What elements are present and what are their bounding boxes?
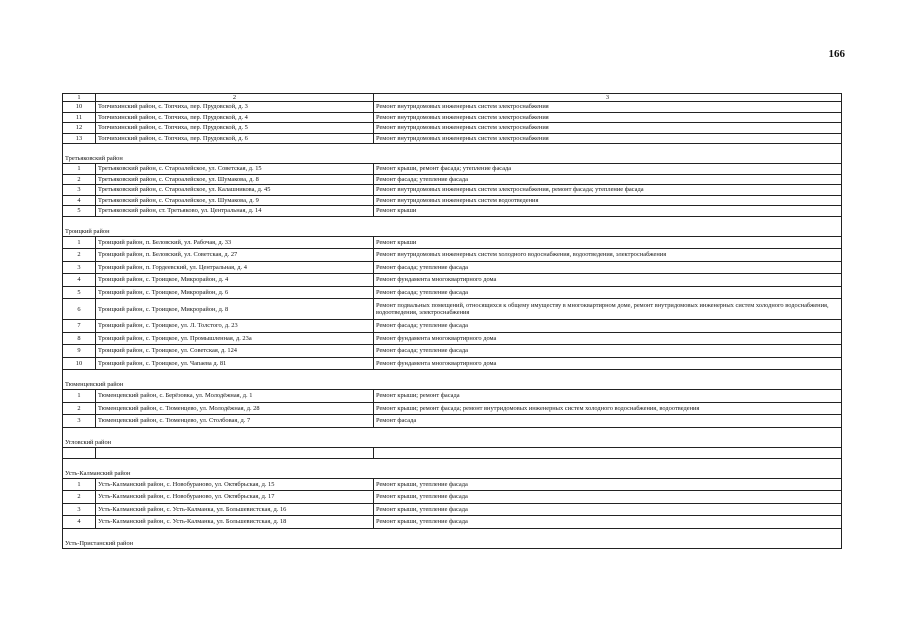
address-cell: Усть-Калманский район, с. Новобураново, ул. Октябрьская, д. 17 — [96, 491, 374, 504]
work-cell: Ремонт крыши, утепление фасада — [374, 503, 842, 516]
district-header-row — [63, 469, 842, 479]
header-col-2: 2 — [96, 94, 374, 102]
district-header-row — [63, 438, 842, 448]
gap-cell — [63, 216, 842, 227]
address-cell: Топчихинский район, с. Топчиха, пер. Прудовской, д. 6 — [96, 133, 374, 144]
work-cell: Ремонт фундамента многоквартирного дома — [374, 274, 842, 287]
address-cell: Троицкий район, п. Беловский, ул. Рабочая, д. 33 — [96, 236, 374, 249]
table-row — [63, 133, 842, 144]
row-number: 11 — [63, 112, 96, 123]
address-cell — [96, 447, 374, 458]
row-number: 2 — [63, 491, 96, 504]
table-row — [63, 415, 842, 428]
table-row — [63, 261, 842, 274]
row-number: 3 — [63, 415, 96, 428]
row-number: 1 — [63, 390, 96, 403]
row-number: 9 — [63, 345, 96, 358]
table-header-row — [63, 94, 842, 102]
table-row — [63, 286, 842, 299]
address-cell: Усть-Калманский район, с. Усть-Калманка, ул. Большевистская, д. 16 — [96, 503, 374, 516]
work-cell: Ремонт крыши; ремонт фасада — [374, 390, 842, 403]
table-row — [63, 447, 842, 458]
table-row — [63, 185, 842, 196]
work-cell: Ремонт внутридомовых инженерных систем холодного водоснабжения, водоотведения, электроснабжения — [374, 249, 842, 262]
section-gap — [63, 458, 842, 469]
row-number: 3 — [63, 503, 96, 516]
table-row — [63, 274, 842, 287]
address-cell: Третьяковский район, с. Староалейское, ул. Калашникова, д. 45 — [96, 185, 374, 196]
row-number: 2 — [63, 249, 96, 262]
work-cell — [374, 447, 842, 458]
work-cell: Ремонт фасада; утепление фасада — [374, 320, 842, 333]
district-title: Троицкий район — [63, 227, 842, 237]
page-number: 166 — [828, 48, 845, 60]
section-gap — [63, 144, 842, 155]
work-cell: Ремонт крыши, утепление фасада — [374, 491, 842, 504]
table-row — [63, 357, 842, 370]
table-row — [63, 236, 842, 249]
work-cell: Ремонт фундамента многоквартирного дома — [374, 357, 842, 370]
work-cell: Ремонт внутридомовых инженерных систем электроснабжения — [374, 102, 842, 113]
work-cell: Ремонт внутридомовых инженерных систем электроснабжения — [374, 123, 842, 134]
work-cell: Ремонт крыши, ремонт фасада; утепление фасада — [374, 164, 842, 175]
repair-program-table — [62, 93, 842, 549]
section-gap — [63, 427, 842, 438]
address-cell: Усть-Калманский район, с. Усть-Калманка, ул. Большевистская, д. 18 — [96, 516, 374, 529]
table-row — [63, 345, 842, 358]
row-number — [63, 447, 96, 458]
address-cell: Троицкий район, с. Троицкое, ул. Советская, д. 124 — [96, 345, 374, 358]
district-title: Третьяковский район — [63, 154, 842, 164]
district-header-row — [63, 154, 842, 164]
row-number: 1 — [63, 164, 96, 175]
gap-cell — [63, 144, 842, 155]
table-row — [63, 516, 842, 529]
table-row — [63, 332, 842, 345]
work-cell: Ремонт подвальных помещений, относящихся к общему имуществу в многоквартирном доме, ремонт внутридомовых инженерных систем холодного водоснабжения, водоотведения, электроснабжения — [374, 299, 842, 320]
address-cell: Троицкий район, с. Троицкое, Микрорайон, д. 8 — [96, 299, 374, 320]
table-row — [63, 102, 842, 113]
row-number: 4 — [63, 195, 96, 206]
district-title: Тюменцевский район — [63, 380, 842, 390]
address-cell: Третьяковский район, с. Староалейское, ул. Советская, д. 15 — [96, 164, 374, 175]
row-number: 3 — [63, 185, 96, 196]
table-row — [63, 503, 842, 516]
address-cell: Троицкий район, с. Троицкое, ул. Чапаева д. 81 — [96, 357, 374, 370]
section-gap — [63, 370, 842, 381]
row-number: 1 — [63, 478, 96, 491]
work-cell: Ремонт крыши, утепление фасада — [374, 516, 842, 529]
gap-cell — [63, 528, 842, 539]
work-cell: Ремонт внутридомовых инженерных систем водоотведения — [374, 195, 842, 206]
work-cell: Ремонт крыши, утепление фасада — [374, 478, 842, 491]
work-cell: Ремонт фасада — [374, 415, 842, 428]
address-cell: Троицкий район, с. Троицкое, ул. Промышленная, д. 23а — [96, 332, 374, 345]
address-cell: Троицкий район, с. Троицкое, Микрорайон, д. 6 — [96, 286, 374, 299]
row-number: 10 — [63, 102, 96, 113]
table-row — [63, 390, 842, 403]
work-cell: Ремонт крыши; ремонт фасада; ремонт внутридомовых инженерных систем холодного водоснабжения, водоотведения — [374, 402, 842, 415]
address-cell: Тюменцевский район, с. Тюменцево, ул. Столбовая, д. 7 — [96, 415, 374, 428]
section-gap — [63, 216, 842, 227]
row-number: 5 — [63, 206, 96, 217]
work-cell: Ремонт внутридомовых инженерных систем электроснабжения — [374, 133, 842, 144]
work-cell: Ремонт внутридомовых инженерных систем электроснабжения — [374, 112, 842, 123]
address-cell: Третьяковский район, ст. Третьяково, ул. Центральная, д. 14 — [96, 206, 374, 217]
address-cell: Тюменцевский район, с. Берёзовка, ул. Молодёжная, д. 1 — [96, 390, 374, 403]
address-cell: Топчихинский район, с. Топчиха, пер. Прудовской, д. 5 — [96, 123, 374, 134]
table-row — [63, 206, 842, 217]
work-cell: Ремонт фундамента многоквартирного дома — [374, 332, 842, 345]
row-number: 5 — [63, 286, 96, 299]
table-row — [63, 164, 842, 175]
row-number: 3 — [63, 261, 96, 274]
gap-cell — [63, 458, 842, 469]
gap-cell — [63, 427, 842, 438]
address-cell: Троицкий район, с. Троицкое, Микрорайон, д. 4 — [96, 274, 374, 287]
header-col-3: 3 — [374, 94, 842, 102]
table-row — [63, 123, 842, 134]
district-title: Усть-Калманский район — [63, 469, 842, 479]
district-header-row — [63, 380, 842, 390]
work-cell: Ремонт внутридомовых инженерных систем электроснабжения, ремонт фасада; утепление фасада — [374, 185, 842, 196]
address-cell: Третьяковский район, с. Староалейское, ул. Шумакова, д. 9 — [96, 195, 374, 206]
table-row — [63, 195, 842, 206]
table-row — [63, 112, 842, 123]
work-cell: Ремонт фасада; утепление фасада — [374, 261, 842, 274]
row-number: 2 — [63, 402, 96, 415]
row-number: 10 — [63, 357, 96, 370]
row-number: 1 — [63, 236, 96, 249]
address-cell: Троицкий район, п. Гордеевский, ул. Центральная, д. 4 — [96, 261, 374, 274]
row-number: 12 — [63, 123, 96, 134]
row-number: 7 — [63, 320, 96, 333]
row-number: 6 — [63, 299, 96, 320]
district-title: Угловский район — [63, 438, 842, 448]
table-row — [63, 491, 842, 504]
table-row — [63, 174, 842, 185]
district-header-row — [63, 227, 842, 237]
row-number: 2 — [63, 174, 96, 185]
table-body — [63, 94, 842, 549]
address-cell: Усть-Калманский район, с. Новобураново, ул. Октябрьская, д. 15 — [96, 478, 374, 491]
district-header-row — [63, 539, 842, 549]
table-row — [63, 320, 842, 333]
district-title: Усть-Пристанский район — [63, 539, 842, 549]
table-row — [63, 478, 842, 491]
work-cell: Ремонт фасада; утепление фасада — [374, 174, 842, 185]
table-row — [63, 402, 842, 415]
gap-cell — [63, 370, 842, 381]
address-cell: Троицкий район, п. Беловский, ул. Советская, д. 27 — [96, 249, 374, 262]
table-row — [63, 249, 842, 262]
work-cell: Ремонт крыши — [374, 236, 842, 249]
work-cell: Ремонт фасада; утепление фасада — [374, 345, 842, 358]
work-cell: Ремонт крыши — [374, 206, 842, 217]
address-cell: Третьяковский район, с. Староалейское, ул. Шумакова, д. 8 — [96, 174, 374, 185]
address-cell: Троицкий район, с. Троицкое, ул. Л. Толстого, д. 23 — [96, 320, 374, 333]
row-number: 4 — [63, 516, 96, 529]
row-number: 13 — [63, 133, 96, 144]
table-row — [63, 299, 842, 320]
work-cell: Ремонт фасада; утепление фасада — [374, 286, 842, 299]
address-cell: Топчихинский район, с. Топчиха, пер. Прудовской, д. 4 — [96, 112, 374, 123]
address-cell: Топчихинский район, с. Топчиха, пер. Прудовской, д. 3 — [96, 102, 374, 113]
row-number: 8 — [63, 332, 96, 345]
header-col-1: 1 — [63, 94, 96, 102]
row-number: 4 — [63, 274, 96, 287]
address-cell: Тюменцевский район, с. Тюменцево, ул. Молодёжная, д. 28 — [96, 402, 374, 415]
section-gap — [63, 528, 842, 539]
